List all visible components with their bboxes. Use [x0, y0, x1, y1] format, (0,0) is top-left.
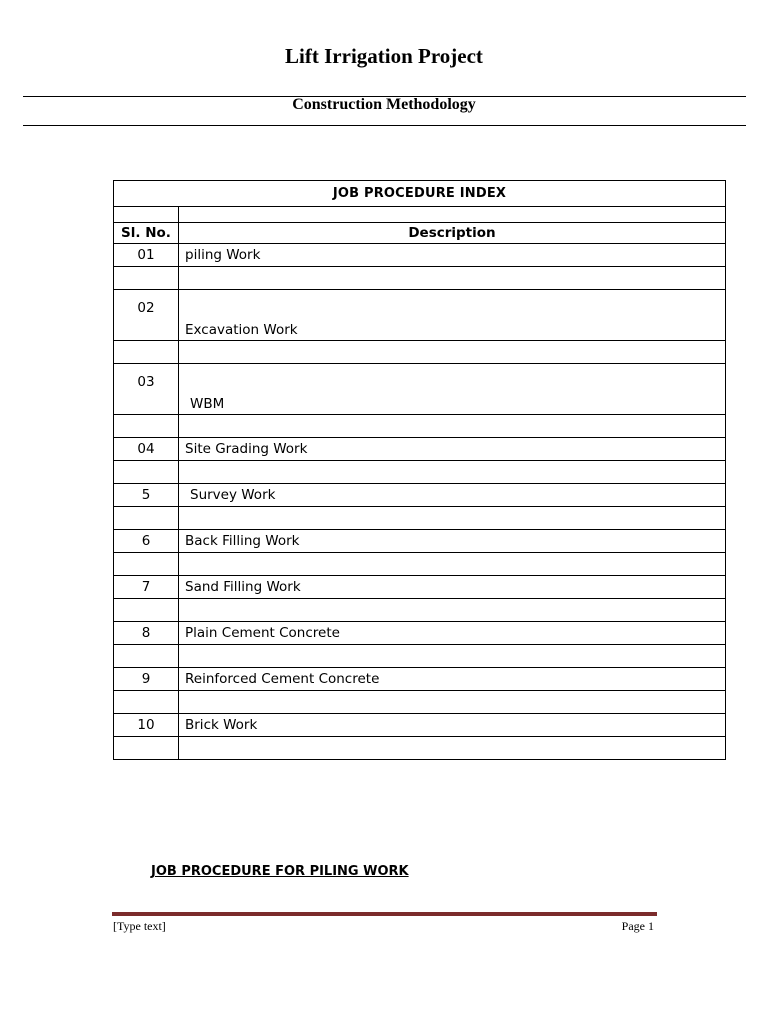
blank-row	[114, 267, 726, 290]
blank-row	[114, 461, 726, 484]
description-cell: Back Filling Work	[179, 530, 726, 553]
table-row	[114, 714, 726, 737]
header-bottom-rule	[23, 125, 746, 126]
blank-row	[114, 691, 726, 714]
description-cell: Survey Work	[179, 484, 726, 507]
description-cell: Excavation Work	[179, 290, 726, 341]
table-row	[114, 290, 726, 341]
description-cell: piling Work	[179, 244, 726, 267]
table-gap-row	[114, 207, 726, 223]
sl-no-cell: 8	[114, 622, 179, 645]
document-subtitle: Construction Methodology	[292, 96, 476, 113]
table-row	[114, 484, 726, 507]
sl-no-cell: 03	[114, 364, 179, 415]
description-cell: Site Grading Work	[179, 438, 726, 461]
page-number: Page 1	[621, 919, 654, 933]
document-title: Lift Irrigation Project	[285, 44, 483, 68]
table-title: JOB PROCEDURE INDEX	[114, 181, 726, 207]
blank-row	[114, 507, 726, 530]
sl-no-cell: 02	[114, 290, 179, 341]
table-row	[114, 668, 726, 691]
table-header-row	[114, 223, 726, 244]
table-row	[114, 244, 726, 267]
sl-no-cell: 04	[114, 438, 179, 461]
column-header-description: Description	[179, 223, 726, 244]
blank-row	[114, 553, 726, 576]
blank-row	[114, 415, 726, 438]
blank-row	[114, 599, 726, 622]
table-row	[114, 530, 726, 553]
description-cell: Plain Cement Concrete	[179, 622, 726, 645]
blank-row	[114, 645, 726, 668]
footer-rule	[112, 912, 657, 916]
table-title-row	[114, 181, 726, 207]
sl-no-cell: 7	[114, 576, 179, 599]
sl-no-cell: 9	[114, 668, 179, 691]
table-row	[114, 364, 726, 415]
sl-no-cell: 6	[114, 530, 179, 553]
description-cell: Sand Filling Work	[179, 576, 726, 599]
table-row	[114, 622, 726, 645]
description-cell: Brick Work	[179, 714, 726, 737]
sl-no-cell: 5	[114, 484, 179, 507]
column-header-sl-no: Sl. No.	[114, 223, 179, 244]
sl-no-cell: 01	[114, 244, 179, 267]
table-row	[114, 576, 726, 599]
section-heading: JOB PROCEDURE FOR PILING WORK	[151, 864, 409, 879]
job-procedure-index-table	[113, 180, 726, 760]
blank-row	[114, 737, 726, 760]
footer-placeholder-text: [Type text]	[113, 919, 166, 933]
description-cell: WBM	[179, 364, 726, 415]
table-row	[114, 438, 726, 461]
description-cell: Reinforced Cement Concrete	[179, 668, 726, 691]
blank-row	[114, 341, 726, 364]
sl-no-cell: 10	[114, 714, 179, 737]
